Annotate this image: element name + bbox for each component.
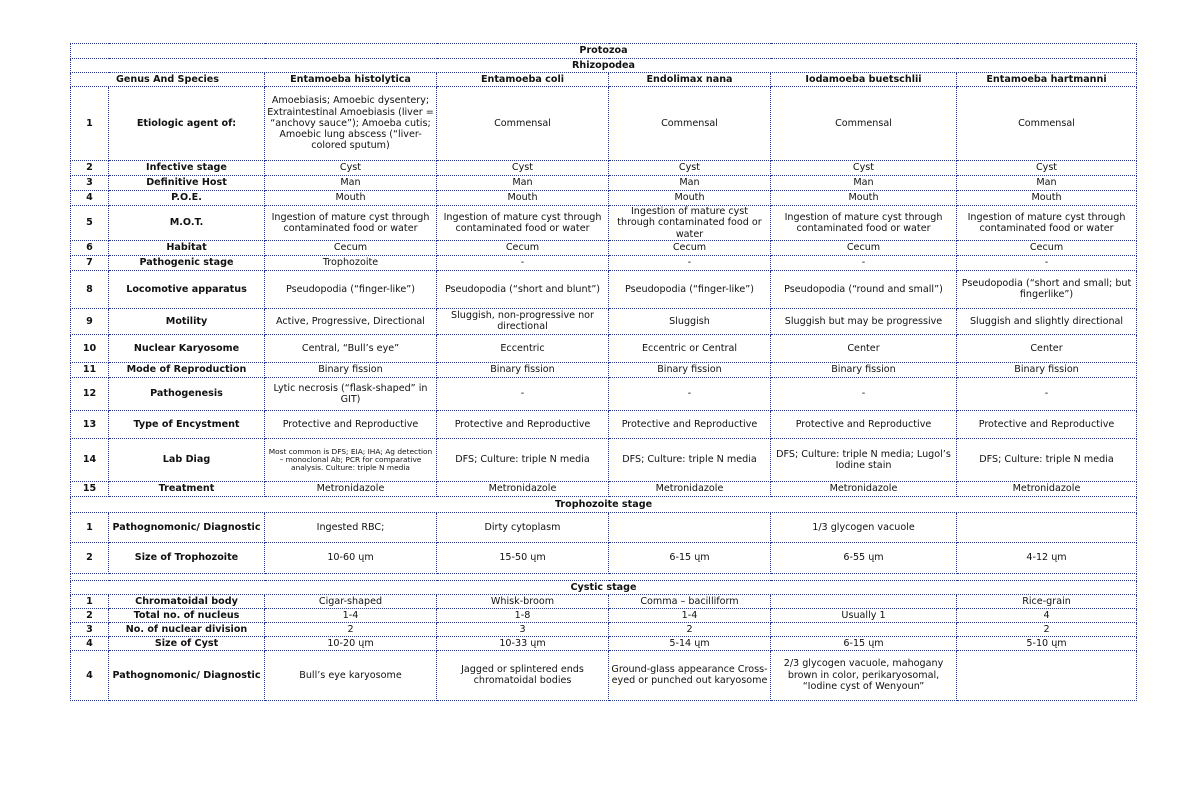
table-cell: 2 xyxy=(265,622,437,636)
row-label: Habitat xyxy=(109,240,265,255)
table-cell: Binary fission xyxy=(609,362,771,377)
table-cell: Mouth xyxy=(265,191,437,206)
table-row xyxy=(71,334,1137,362)
table-cell: Comma – bacilliform xyxy=(609,594,771,608)
table-cell: Mouth xyxy=(437,191,609,206)
table-cell: Metronidazole xyxy=(957,481,1137,496)
column-header-row xyxy=(71,73,1137,87)
trophozoite-section-title: Trophozoite stage xyxy=(71,496,1137,512)
table-cell: Mouth xyxy=(609,191,771,206)
table-row xyxy=(71,240,1137,255)
row-label: P.O.E. xyxy=(109,191,265,206)
table-cell: 2 xyxy=(957,622,1137,636)
table-row xyxy=(71,206,1137,241)
table-cell: Cecum xyxy=(771,240,957,255)
table-cell xyxy=(771,594,957,608)
table-cell xyxy=(609,512,771,542)
table-cell: 6-15 ųm xyxy=(771,636,957,650)
table-cell: Mouth xyxy=(771,191,957,206)
row-number: 12 xyxy=(71,377,109,410)
table-cell: Center xyxy=(957,334,1137,362)
table-cell: Cecum xyxy=(265,240,437,255)
row-number: 1 xyxy=(71,594,109,608)
row-label: M.O.T. xyxy=(109,206,265,241)
table-cell: Protective and Reproductive xyxy=(771,410,957,438)
table-cell: Binary fission xyxy=(265,362,437,377)
table-cell: Trophozoite xyxy=(265,255,437,270)
table-cell: Ingestion of mature cyst through contaminated food or water xyxy=(957,206,1137,241)
table-row xyxy=(71,410,1137,438)
table-cell: Ingestion of mature cyst through contaminated food or water xyxy=(771,206,957,241)
table-cell: 10-33 ųm xyxy=(437,636,609,650)
row-number: 6 xyxy=(71,240,109,255)
table-row xyxy=(71,608,1137,622)
table-cell: Binary fission xyxy=(771,362,957,377)
table-cell: Mouth xyxy=(957,191,1137,206)
table-cell: 2/3 glycogen vacuole, mahogany brown in color, perikaryosomal, “Iodine cyst of Wenyoun” xyxy=(771,650,957,700)
table-title: Protozoa xyxy=(71,44,1137,59)
table-cell: Whisk-broom xyxy=(437,594,609,608)
table-cell: 1-4 xyxy=(609,608,771,622)
cystic-section-title-row xyxy=(71,580,1137,594)
row-number: 4 xyxy=(71,650,109,700)
table-row xyxy=(71,512,1137,542)
row-label: Pathogenic stage xyxy=(109,255,265,270)
table-cell: Ingestion of mature cyst through contaminated food or water xyxy=(437,206,609,241)
table-cell: 5-14 ųm xyxy=(609,636,771,650)
table-cell: DFS; Culture: triple N media xyxy=(437,438,609,481)
row-label: Lab Diag xyxy=(109,438,265,481)
table-row xyxy=(71,308,1137,334)
table-cell: Commensal xyxy=(771,87,957,161)
table-cell: Ingestion of mature cyst through contaminated food or water xyxy=(609,206,771,241)
table-row xyxy=(71,87,1137,161)
table-cell: Sluggish, non-progressive nor directional xyxy=(437,308,609,334)
table-cell: Protective and Reproductive xyxy=(265,410,437,438)
row-number: 8 xyxy=(71,270,109,308)
table-cell: Amoebiasis; Amoebic dysentery; Extraintestinal Amoebiasis (liver = “anchovy sauce”); Amoeba cutis; Amoebic lung abscess (“liver-colored sputum) xyxy=(265,87,437,161)
table-cell: Jagged or splintered ends chromatoidal bodies xyxy=(437,650,609,700)
table-cell: Commensal xyxy=(609,87,771,161)
table-cell: - xyxy=(437,255,609,270)
table-row xyxy=(71,438,1137,481)
table-cell: Cecum xyxy=(609,240,771,255)
table-cell: Man xyxy=(265,176,437,191)
row-number: 5 xyxy=(71,206,109,241)
table-cell: Cyst xyxy=(771,161,957,176)
table-row xyxy=(71,594,1137,608)
table-row xyxy=(71,362,1137,377)
table-cell: DFS; Culture: triple N media xyxy=(957,438,1137,481)
table-row xyxy=(71,377,1137,410)
row-number: 3 xyxy=(71,622,109,636)
row-number: 1 xyxy=(71,87,109,161)
table-cell: Cecum xyxy=(437,240,609,255)
table-cell: - xyxy=(609,377,771,410)
table-cell: Protective and Reproductive xyxy=(609,410,771,438)
table-cell: Eccentric or Central xyxy=(609,334,771,362)
table-cell: 5-10 ųm xyxy=(957,636,1137,650)
table-cell: Cigar-shaped xyxy=(265,594,437,608)
table-cell: Usually 1 xyxy=(771,608,957,622)
table-cell: Protective and Reproductive xyxy=(437,410,609,438)
table-cell: Cyst xyxy=(265,161,437,176)
table-cell: Binary fission xyxy=(437,362,609,377)
table-cell: - xyxy=(437,377,609,410)
table-cell: Pseudopodia (“short and blunt”) xyxy=(437,270,609,308)
table-row xyxy=(71,270,1137,308)
row-label: Infective stage xyxy=(109,161,265,176)
column-header: Entamoeba hartmanni xyxy=(957,73,1137,87)
row-number: 4 xyxy=(71,191,109,206)
table-row xyxy=(71,542,1137,573)
table-cell: Active, Progressive, Directional xyxy=(265,308,437,334)
table-cell: Cyst xyxy=(437,161,609,176)
table-cell: Man xyxy=(437,176,609,191)
table-cell: 6-55 ųm xyxy=(771,542,957,573)
table-cell: Eccentric xyxy=(437,334,609,362)
row-number: 11 xyxy=(71,362,109,377)
table-cell: Sluggish xyxy=(609,308,771,334)
table-cell: Central, “Bull’s eye” xyxy=(265,334,437,362)
table-cell: Bull’s eye karyosome xyxy=(265,650,437,700)
row-label: Definitive Host xyxy=(109,176,265,191)
table-cell: Pseudopodia (“finger-like”) xyxy=(609,270,771,308)
row-number: 9 xyxy=(71,308,109,334)
table-cell: - xyxy=(771,377,957,410)
table-row xyxy=(71,636,1137,650)
row-number: 3 xyxy=(71,176,109,191)
row-label: Locomotive apparatus xyxy=(109,270,265,308)
table-cell: 10-20 ųm xyxy=(265,636,437,650)
column-header: Genus And Species xyxy=(71,73,265,87)
table-cell: Commensal xyxy=(437,87,609,161)
table-cell: - xyxy=(771,255,957,270)
table-cell: 3 xyxy=(437,622,609,636)
table-cell: Center xyxy=(771,334,957,362)
row-number: 7 xyxy=(71,255,109,270)
table-cell: - xyxy=(957,377,1137,410)
table-cell: Man xyxy=(609,176,771,191)
table-cell: 2 xyxy=(609,622,771,636)
protozoa-comparison-table xyxy=(70,43,1137,701)
table-cell: Ingestion of mature cyst through contaminated food or water xyxy=(265,206,437,241)
row-label: No. of nuclear division xyxy=(109,622,265,636)
table-cell: Cecum xyxy=(957,240,1137,255)
row-label: Size of Cyst xyxy=(109,636,265,650)
table-cell: 15-50 ųm xyxy=(437,542,609,573)
table-cell: 10-60 ųm xyxy=(265,542,437,573)
table-row xyxy=(71,650,1137,700)
row-label: Pathognomonic/ Diagnostic xyxy=(109,650,265,700)
row-number: 13 xyxy=(71,410,109,438)
row-label: Pathogenesis xyxy=(109,377,265,410)
table-cell: - xyxy=(957,255,1137,270)
table-cell: 1/3 glycogen vacuole xyxy=(771,512,957,542)
column-header: Endolimax nana xyxy=(609,73,771,87)
table-cell: Metronidazole xyxy=(609,481,771,496)
column-header: Entamoeba histolytica xyxy=(265,73,437,87)
table-subtitle: Rhizopodea xyxy=(71,59,1137,73)
table-cell: Sluggish but may be progressive xyxy=(771,308,957,334)
spacer-cell xyxy=(71,573,1137,580)
table-cell: Pseudopodia (“round and small”) xyxy=(771,270,957,308)
cystic-section-title: Cystic stage xyxy=(71,580,1137,594)
table-cell: Metronidazole xyxy=(771,481,957,496)
table-cell: Dirty cytoplasm xyxy=(437,512,609,542)
table-cell: Man xyxy=(957,176,1137,191)
table-cell: 4 xyxy=(957,608,1137,622)
row-label: Pathognomonic/ Diagnostic xyxy=(109,512,265,542)
row-number: 15 xyxy=(71,481,109,496)
table-title-row xyxy=(71,44,1137,59)
row-number: 4 xyxy=(71,636,109,650)
table-cell: Ingested RBC; xyxy=(265,512,437,542)
table-row xyxy=(71,622,1137,636)
row-number: 1 xyxy=(71,512,109,542)
table-cell: Most common is DFS; EIA; IHA; Ag detection – monoclonal Ab; PCR for comparative analysis. Culture: triple N media xyxy=(265,438,437,481)
row-number: 14 xyxy=(71,438,109,481)
table-row xyxy=(71,176,1137,191)
table-cell: - xyxy=(609,255,771,270)
table-cell: DFS; Culture: triple N media; Lugol’s Iodine stain xyxy=(771,438,957,481)
row-label: Chromatoidal body xyxy=(109,594,265,608)
table-cell: 4-12 ųm xyxy=(957,542,1137,573)
row-label: Nuclear Karyosome xyxy=(109,334,265,362)
table-row xyxy=(71,481,1137,496)
row-number: 10 xyxy=(71,334,109,362)
table-cell: Man xyxy=(771,176,957,191)
table-cell: Lytic necrosis (“flask-shaped” in GIT) xyxy=(265,377,437,410)
column-header: Entamoeba coli xyxy=(437,73,609,87)
table-row xyxy=(71,161,1137,176)
table-row xyxy=(71,191,1137,206)
table-cell: Rice-grain xyxy=(957,594,1137,608)
table-cell: Metronidazole xyxy=(265,481,437,496)
table-cell: Cyst xyxy=(957,161,1137,176)
row-label: Size of Trophozoite xyxy=(109,542,265,573)
table-cell: DFS; Culture: triple N media xyxy=(609,438,771,481)
table-cell: Commensal xyxy=(957,87,1137,161)
table-cell: 1-4 xyxy=(265,608,437,622)
table-cell: Ground-glass appearance Cross-eyed or punched out karyosome xyxy=(609,650,771,700)
table-row xyxy=(71,255,1137,270)
row-label: Etiologic agent of: xyxy=(109,87,265,161)
table-cell xyxy=(957,512,1137,542)
row-number: 2 xyxy=(71,542,109,573)
table-cell: 1-8 xyxy=(437,608,609,622)
row-label: Total no. of nucleus xyxy=(109,608,265,622)
page-content xyxy=(70,43,1136,701)
row-label: Treatment xyxy=(109,481,265,496)
table-cell: Metronidazole xyxy=(437,481,609,496)
row-label: Mode of Reproduction xyxy=(109,362,265,377)
table-cell xyxy=(957,650,1137,700)
table-cell xyxy=(771,622,957,636)
trophozoite-section-title-row xyxy=(71,496,1137,512)
table-cell: Pseudopodia (“short and small; but fingerlike”) xyxy=(957,270,1137,308)
row-label: Motility xyxy=(109,308,265,334)
table-cell: 6-15 ųm xyxy=(609,542,771,573)
table-cell: Sluggish and slightly directional xyxy=(957,308,1137,334)
row-number: 2 xyxy=(71,608,109,622)
column-header: Iodamoeba buetschlii xyxy=(771,73,957,87)
table-subtitle-row xyxy=(71,59,1137,73)
table-cell: Pseudopodia (“finger-like”) xyxy=(265,270,437,308)
table-cell: Protective and Reproductive xyxy=(957,410,1137,438)
table-cell: Binary fission xyxy=(957,362,1137,377)
row-label: Type of Encystment xyxy=(109,410,265,438)
row-number: 2 xyxy=(71,161,109,176)
table-cell: Cyst xyxy=(609,161,771,176)
spacer-row xyxy=(71,573,1137,580)
